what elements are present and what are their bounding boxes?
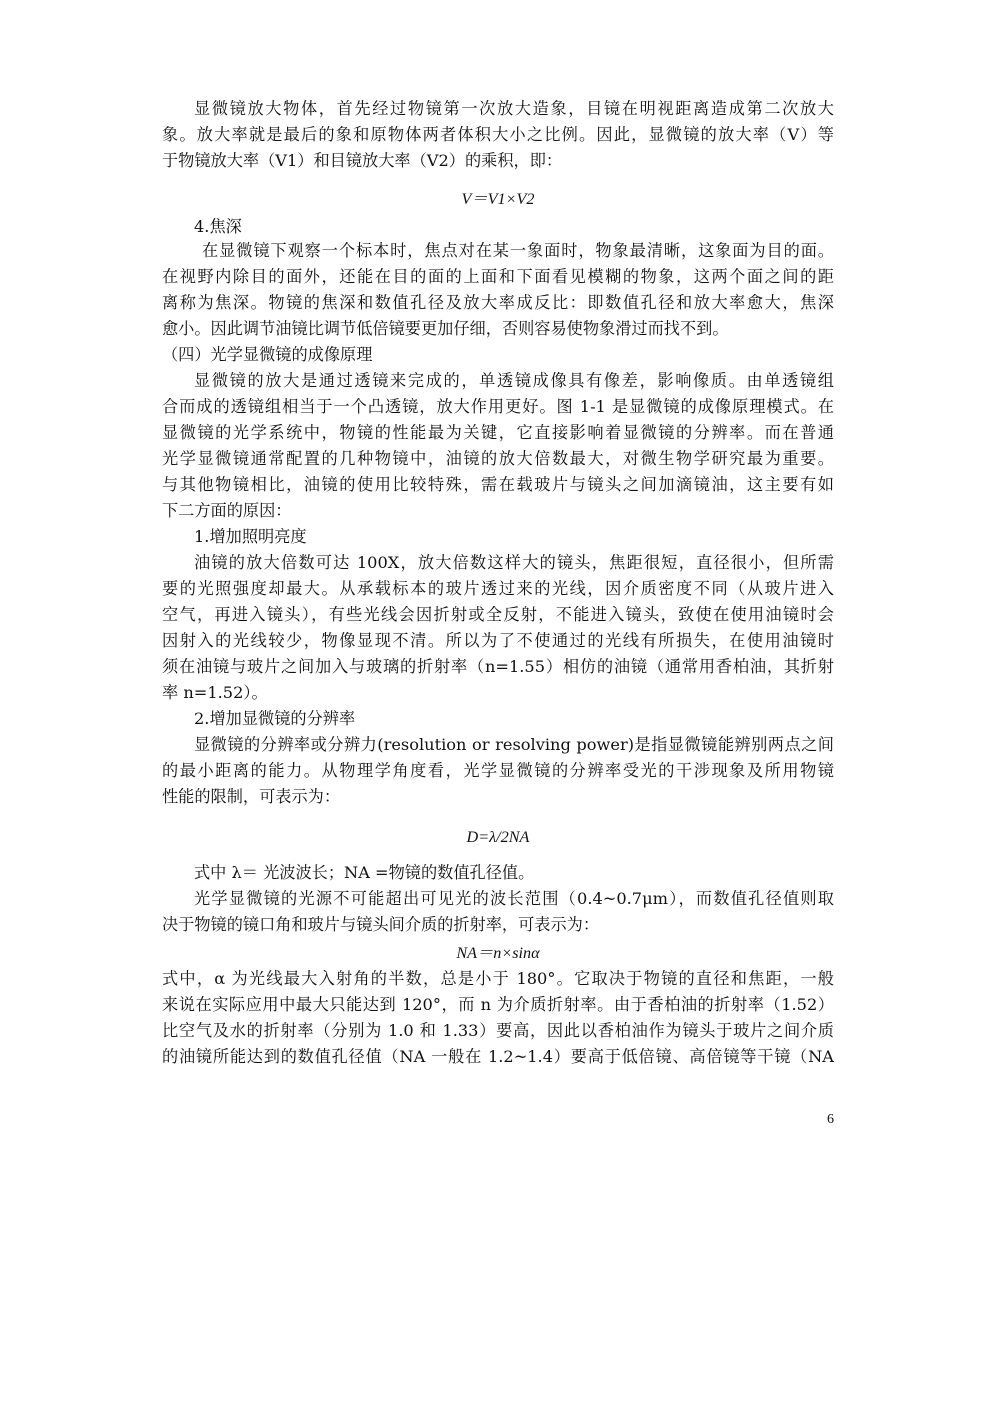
formula-numerical-aperture: NA＝n×sinα	[456, 944, 540, 962]
section-heading: 4.焦深	[194, 217, 242, 236]
text-line: 光学显微镜的光源不可能超出可见光的波长范围（0.4~0.7μm），而数值孔径值则取	[194, 889, 834, 908]
text-line: 的最小距离的能力。从物理学角度看，光学显微镜的分辨率受光的干涉现象及所用物镜	[162, 761, 834, 780]
text-line: 在视野内除目的面外，还能在目的面的上面和下面看见模糊的物象，这两个面之间的距	[162, 267, 834, 286]
text-line: 光学显微镜通常配置的几种物镜中，油镜的放大倍数最大，对微生物学研究最为重要。	[162, 449, 834, 468]
text-line: 须在油镜与玻片之间加入与玻璃的折射率（n=1.55）相仿的油镜（通常用香柏油，其折射	[162, 657, 834, 676]
section-heading: 2.增加显微镜的分辨率	[194, 709, 356, 728]
formula-resolution: D=λ/2NA	[466, 828, 530, 846]
formula-magnification: V＝V1×V2	[461, 190, 535, 208]
text-line: 显微镜的分辨率或分辨力(resolution or resolving power)是指显微镜能辨别两点之间	[194, 735, 834, 754]
text-line: 在显微镜下观察一个标本时，焦点对在某一象面时，物象最清晰，这象面为目的面。	[202, 241, 834, 260]
text-line: 式中 λ＝ 光波波长；NA =物镜的数值孔径值。	[194, 863, 535, 882]
page-number: 6	[827, 1112, 834, 1127]
section-heading: 1.增加照明亮度	[194, 527, 307, 546]
text-line: 与其他物镜相比，油镜的使用比较特殊，需在载玻片与镜头之间加滴镜油，这主要有如	[162, 475, 834, 494]
text-line: 比空气及水的折射率（分别为 1.0 和 1.33）要高，因此以香柏油作为镜头于玻片之间介质	[162, 1021, 834, 1040]
text-line: 象。放大率就是最后的象和原物体两者体积大小之比例。因此，显微镜的放大率（V）等	[162, 125, 834, 144]
text-line: 决于物镜的镜口角和玻片与镜头间介质的折射率，可表示为：	[162, 915, 600, 934]
text-line: 离称为焦深。物镜的焦深和数值孔径及放大率成反比：即数值孔径和放大率愈大，焦深	[162, 293, 834, 312]
text-line: 性能的限制，可表示为：	[162, 787, 341, 806]
text-line: 于物镜放大率（V1）和目镜放大率（V2）的乘积，即：	[162, 151, 563, 170]
text-line: 要的光照强度却最大。从承载标本的玻片透过来的光线，因介质密度不同（从玻片进入	[162, 579, 834, 598]
section-heading: （四）光学显微镜的成像原理	[162, 345, 373, 364]
text-line: 显微镜放大物体，首先经过物镜第一次放大造象，目镜在明视距离造成第二次放大	[194, 99, 834, 118]
text-line: 空气，再进入镜头），有些光线会因折射或全反射，不能进入镜头，致使在使用油镜时会	[162, 605, 834, 624]
text-line: 因射入的光线较少，物像显现不清。所以为了不使通过的光线有所损失，在使用油镜时	[162, 631, 834, 650]
text-line: 来说在实际应用中最大只能达到 120°，而 n 为介质折射率。由于香柏油的折射率（1.52）	[162, 995, 834, 1014]
text-line: 油镜的放大倍数可达 100X，放大倍数这样大的镜头，焦距很短，直径很小，但所需	[194, 553, 834, 572]
text-line: 的油镜所能达到的数值孔径值（NA 一般在 1.2~1.4）要高于低倍镜、高倍镜等干镜（NA	[162, 1047, 834, 1066]
text-line: 愈小。因此调节油镜比调节低倍镜要更加仔细，否则容易使物象滑过而找不到。	[162, 319, 729, 338]
text-line: 式中，α 为光线最大入射角的半数，总是小于 180°。它取决于物镜的直径和焦距，一般	[162, 969, 834, 988]
text-line: 合而成的透镜组相当于一个凸透镜，放大作用更好。图 1-1 是显微镜的成像原理模式。在	[162, 397, 834, 416]
text-line: 下二方面的原因：	[162, 501, 292, 520]
text-line: 显微镜的放大是通过透镜来完成的，单透镜成像具有像差，影响像质。由单透镜组	[194, 371, 834, 390]
text-line: 显微镜的光学系统中，物镜的性能最为关键，它直接影响着显微镜的分辨率。而在普通	[162, 423, 834, 442]
text-line: 率 n=1.52）。	[162, 683, 268, 702]
